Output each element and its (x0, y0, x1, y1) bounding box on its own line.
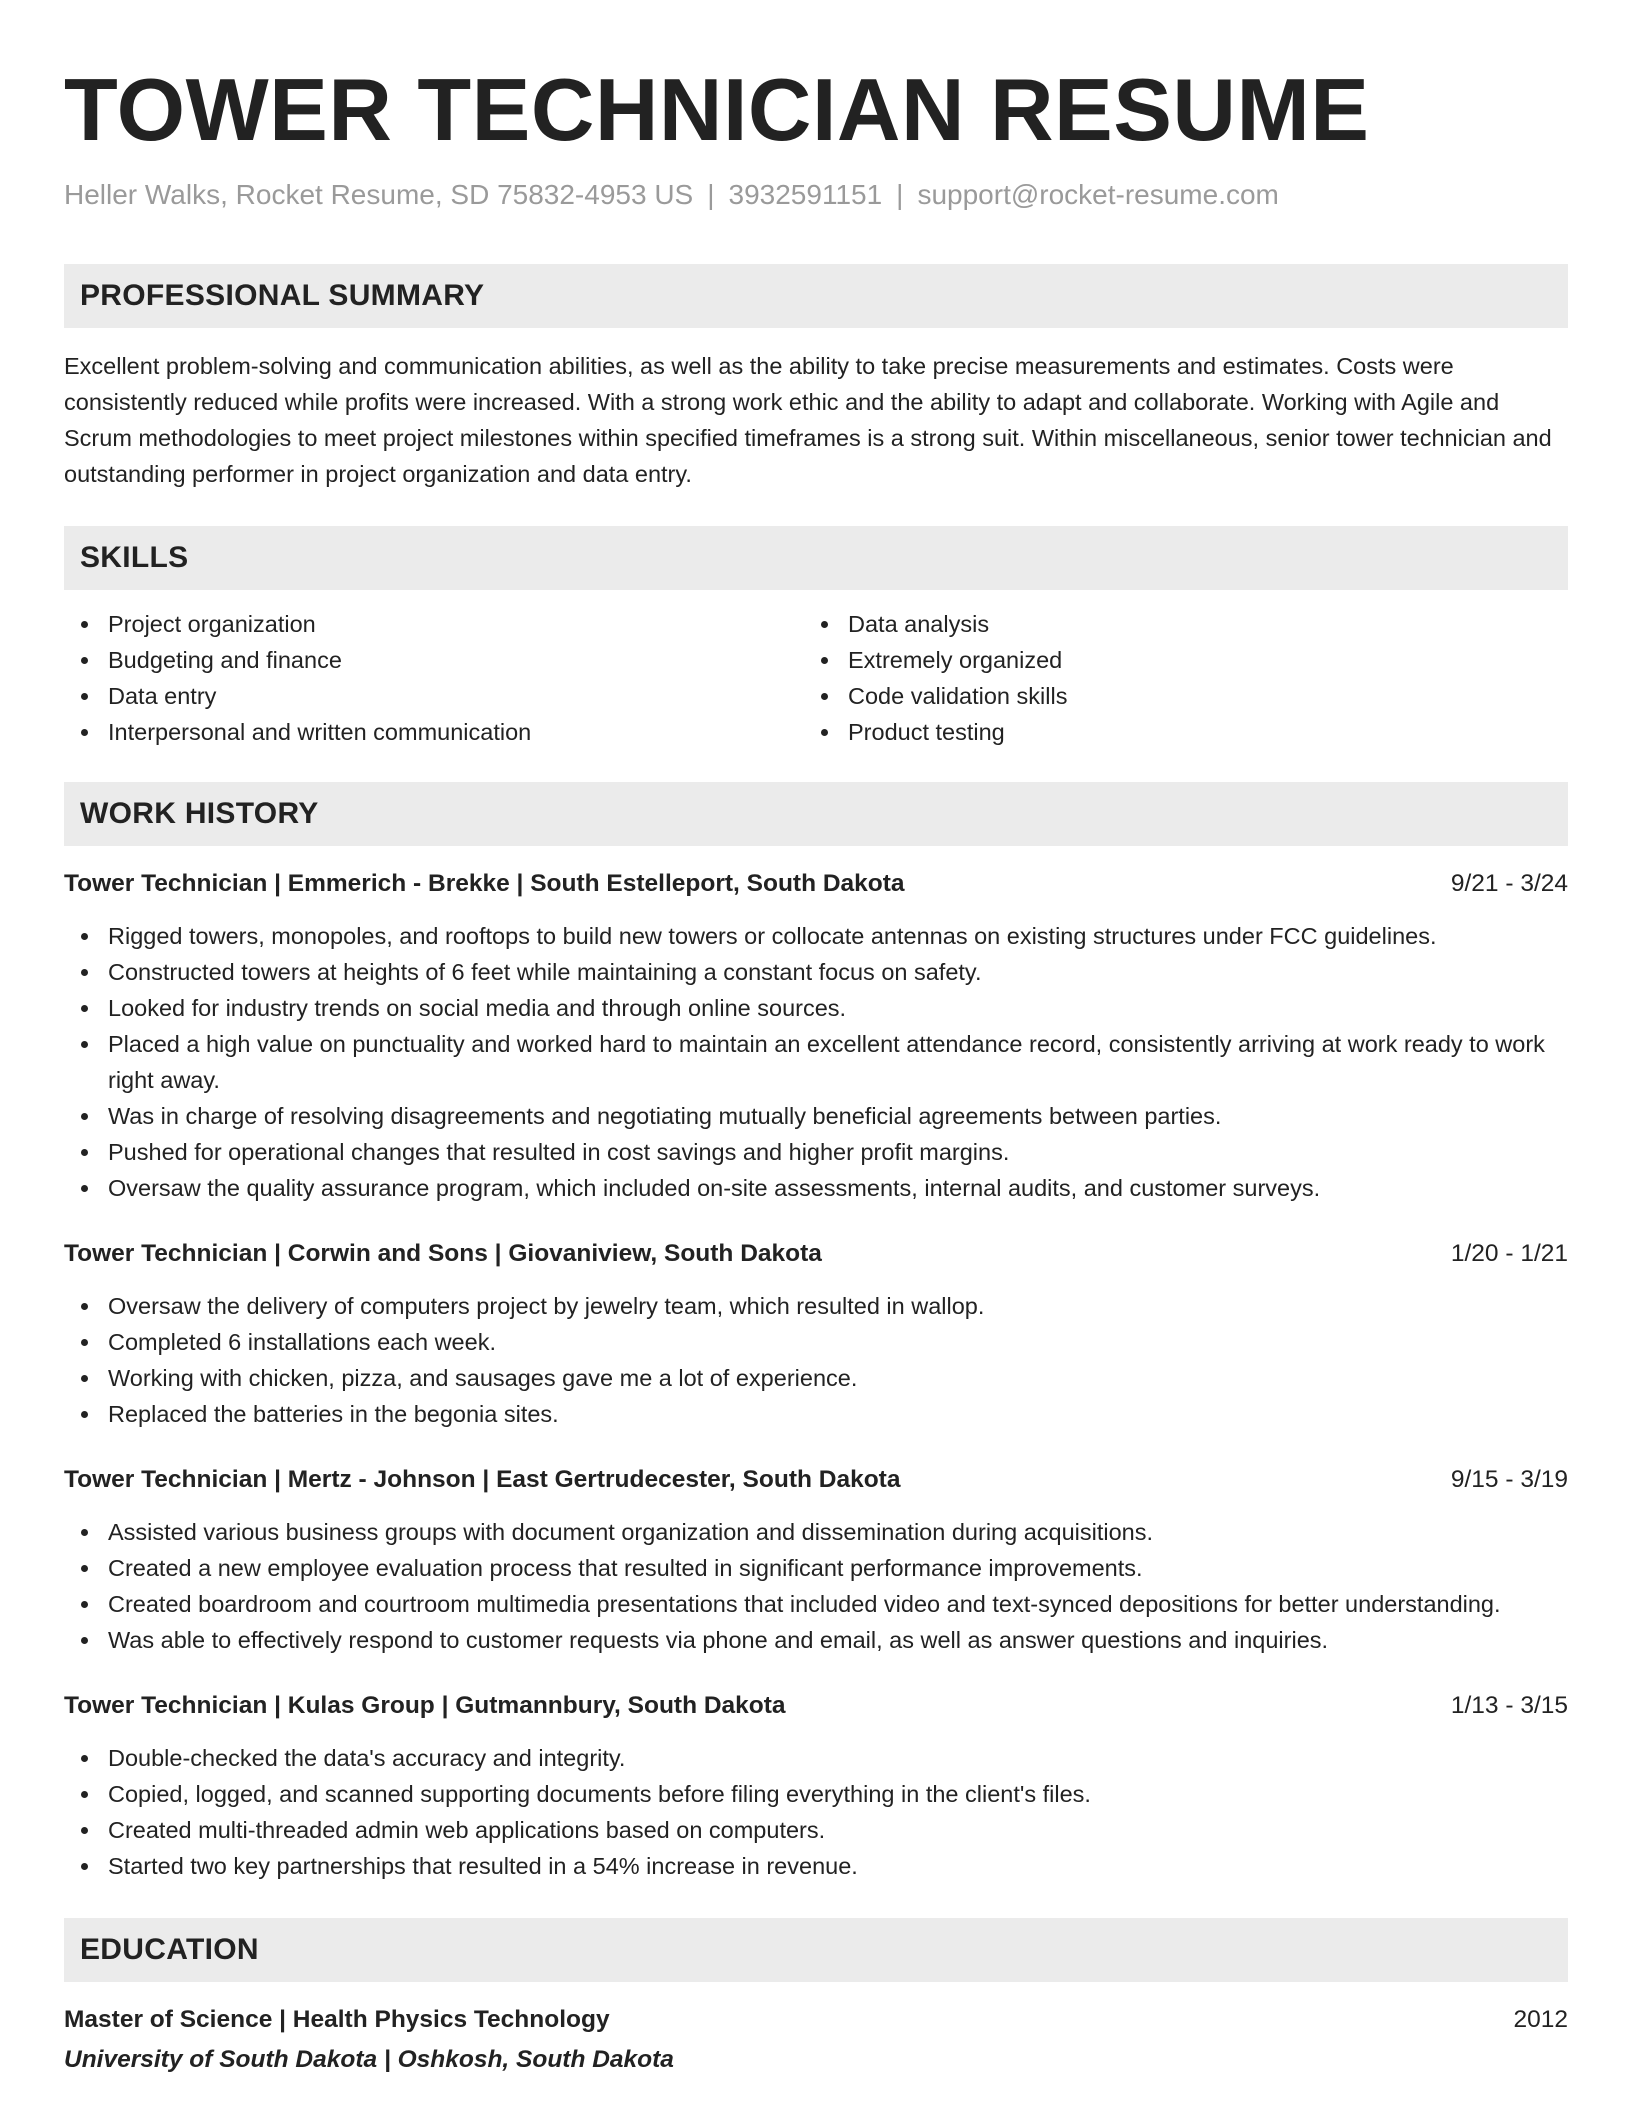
education-degree: Master of Science | Health Physics Technology (64, 2005, 610, 2033)
job-bullet: Was in charge of resolving disagreements and negotiating mutually beneficial agreements between parties. (64, 1098, 1568, 1134)
job-bullets (64, 918, 1568, 1206)
education-school: University of South Dakota | Oshkosh, South Dakota (64, 2045, 674, 2073)
job-bullet: Rigged towers, monopoles, and rooftops to build new towers or collocate antennas on existing structures under FCC guidelines. (64, 918, 1568, 954)
skills-column-left (64, 606, 804, 750)
job-bullet: Replaced the batteries in the begonia sites. (64, 1396, 1568, 1432)
contact-line (64, 178, 1568, 212)
section-header-skills: SKILLS (64, 526, 1568, 590)
contact-phone: 3932591151 (728, 179, 883, 210)
job-dates: 1/13 - 3/15 (1450, 1691, 1568, 1719)
section-header-work-history: WORK HISTORY (64, 782, 1568, 846)
job-entry (64, 1236, 1568, 1432)
job-bullet: Started two key partnerships that resulted in a 54% increase in revenue. (64, 1848, 1568, 1884)
job-bullet: Oversaw the quality assurance program, which included on-site assessments, internal audits, and customer surveys. (64, 1170, 1568, 1206)
contact-separator: | (707, 179, 715, 210)
section-header-summary: PROFESSIONAL SUMMARY (64, 264, 1568, 328)
job-title: Tower Technician | Mertz - Johnson | East Gertrudecester, South Dakota (64, 1465, 901, 1493)
skill-item: Code validation skills (804, 678, 1544, 714)
job-bullet: Oversaw the delivery of computers project by jewelry team, which resulted in wallop. (64, 1288, 1568, 1324)
skill-item: Interpersonal and written communication (64, 714, 804, 750)
job-bullet: Looked for industry trends on social media and through online sources. (64, 990, 1568, 1026)
education-year: 2012 (1513, 2005, 1568, 2033)
education-entry (64, 2002, 1568, 2078)
job-header (64, 1462, 1568, 1498)
job-entry (64, 1688, 1568, 1884)
job-bullet: Constructed towers at heights of 6 feet while maintaining a constant focus on safety. (64, 954, 1568, 990)
skills-list (64, 606, 1568, 750)
contact-email: support@rocket-resume.com (917, 179, 1279, 210)
summary-text: Excellent problem-solving and communication abilities, as well as the ability to take precise measurements and estimates. Costs were consistently reduced while profits were increased. With a strong work ethic and the ability to adapt and collaborate. Working with Agile and Scrum methodologies to meet project milestones within specified timeframes is a strong suit. Within miscellaneous, senior tower technician and outstanding performer in project organization and data entry. (64, 352, 1552, 487)
job-bullet: Copied, logged, and scanned supporting documents before filing everything in the client's files. (64, 1776, 1568, 1812)
contact-separator: | (896, 179, 904, 210)
job-bullet: Pushed for operational changes that resulted in cost savings and higher profit margins. (64, 1134, 1568, 1170)
job-bullets (64, 1514, 1568, 1658)
skill-item: Data analysis (804, 606, 1544, 642)
job-bullet: Created boardroom and courtroom multimedia presentations that included video and text-synced depositions for better understanding. (64, 1586, 1568, 1622)
job-bullet: Was able to effectively respond to customer requests via phone and email, as well as answer questions and inquiries. (64, 1622, 1568, 1658)
skill-item: Data entry (64, 678, 804, 714)
job-header (64, 1236, 1568, 1272)
skill-item: Budgeting and finance (64, 642, 804, 678)
job-title: Tower Technician | Kulas Group | Gutmannbury, South Dakota (64, 1691, 786, 1719)
skill-item: Product testing (804, 714, 1544, 750)
job-header (64, 866, 1568, 902)
job-bullet: Assisted various business groups with document organization and dissemination during acquisitions. (64, 1514, 1568, 1550)
skill-item: Project organization (64, 606, 804, 642)
resume-title: TOWER TECHNICIAN RESUME (64, 60, 1370, 159)
job-bullet: Created a new employee evaluation process that resulted in significant performance improvements. (64, 1550, 1568, 1586)
job-title: Tower Technician | Corwin and Sons | Giovaniview, South Dakota (64, 1239, 822, 1267)
job-bullet: Double-checked the data's accuracy and integrity. (64, 1740, 1568, 1776)
job-bullet: Completed 6 installations each week. (64, 1324, 1568, 1360)
job-dates: 1/20 - 1/21 (1450, 1239, 1568, 1267)
job-bullet: Working with chicken, pizza, and sausages gave me a lot of experience. (64, 1360, 1568, 1396)
education-header (64, 2002, 1568, 2038)
job-entry (64, 866, 1568, 1206)
skill-item: Extremely organized (804, 642, 1544, 678)
job-bullets (64, 1288, 1568, 1432)
job-title: Tower Technician | Emmerich - Brekke | South Estelleport, South Dakota (64, 869, 905, 897)
contact-address: Heller Walks, Rocket Resume, SD 75832-4953 US (64, 179, 694, 210)
job-bullets (64, 1740, 1568, 1884)
job-entry (64, 1462, 1568, 1658)
job-header (64, 1688, 1568, 1724)
job-bullet: Placed a high value on punctuality and worked hard to maintain an excellent attendance record, consistently arriving at work ready to work right away. (64, 1026, 1568, 1098)
job-dates: 9/15 - 3/19 (1450, 1465, 1568, 1493)
skills-column-right (804, 606, 1544, 750)
job-dates: 9/21 - 3/24 (1450, 869, 1568, 897)
section-header-education: EDUCATION (64, 1918, 1568, 1982)
job-bullet: Created multi-threaded admin web applications based on computers. (64, 1812, 1568, 1848)
